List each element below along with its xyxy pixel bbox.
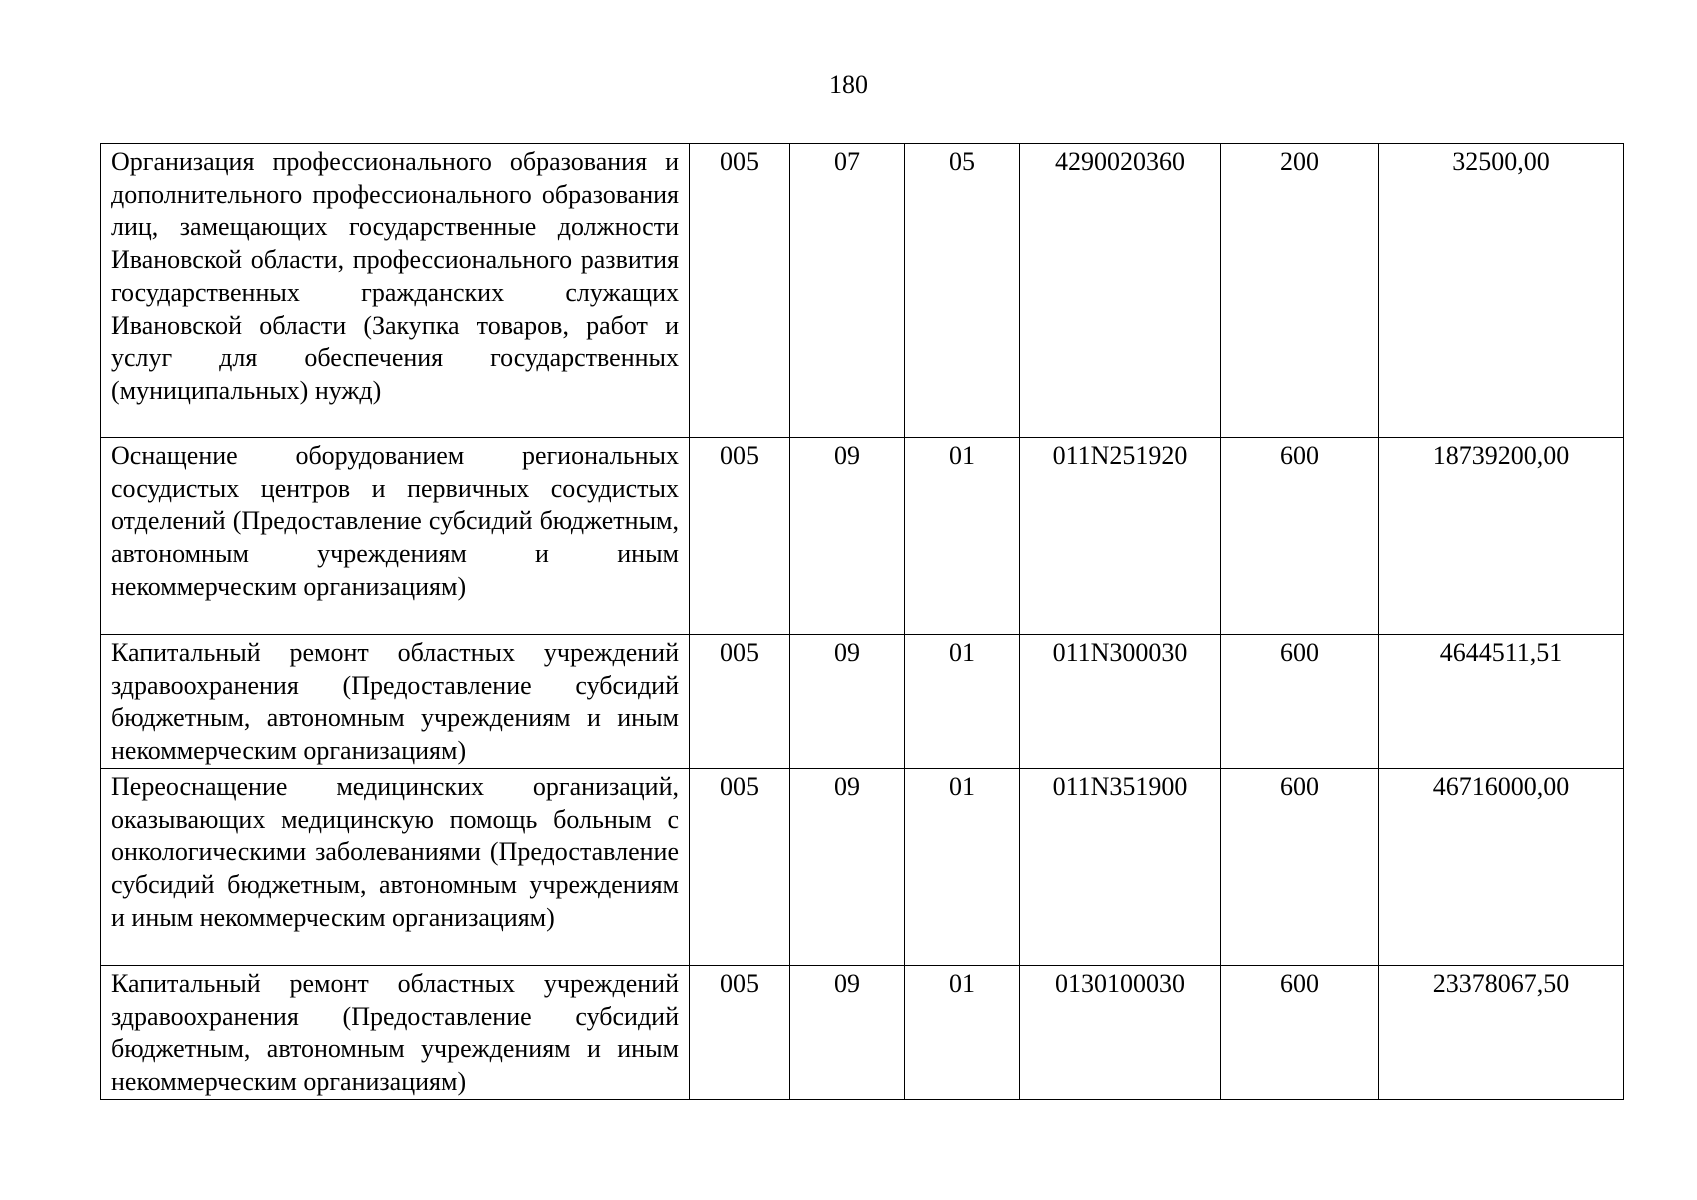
row-ministry-code: 005 [690,768,790,965]
row-target-article: 011N351900 [1020,768,1221,965]
budget-table [100,143,1624,1100]
page-number: 180 [829,70,868,99]
row-section-code: 07 [790,144,905,438]
table-row [101,635,1624,769]
row-subsection-code: 01 [905,635,1020,769]
row-target-article: 0130100030 [1020,965,1221,1099]
row-target-article: 011N300030 [1020,635,1221,769]
row-expense-type: 600 [1221,965,1379,1099]
row-section-code: 09 [790,438,905,635]
row-target-article: 4290020360 [1020,144,1221,438]
row-ministry-code: 005 [690,635,790,769]
row-amount: 18739200,00 [1379,438,1624,635]
row-description: Капитальный ремонт областных учреждений здравоохранения (Предоставление субсидий бюджетным, автономным учреждениям и иным некоммерческим организациям) [101,635,690,769]
row-expense-type: 600 [1221,768,1379,965]
row-description: Организация профессионального образования и дополнительного профессионального образования лиц, замещающих государственные должности Ивановской области, профессионального развития государственных гражданских служащих Ивановской области (Закупка товаров, работ и услуг для обеспечения государственных (муниципальных) нужд) [101,144,690,438]
row-description: Оснащение оборудованием региональных сосудистых центров и первичных сосудистых отделений (Предоставление субсидий бюджетным, автономным учреждениям и иным некоммерческим организациям) [101,438,690,635]
row-section-code: 09 [790,965,905,1099]
row-ministry-code: 005 [690,965,790,1099]
table-row [101,144,1624,438]
row-ministry-code: 005 [690,438,790,635]
row-amount: 4644511,51 [1379,635,1624,769]
row-ministry-code: 005 [690,144,790,438]
table-row [101,768,1624,965]
row-section-code: 09 [790,635,905,769]
row-description: Капитальный ремонт областных учреждений здравоохранения (Предоставление субсидий бюджетным, автономным учреждениям и иным некоммерческим организациям) [101,965,690,1099]
row-expense-type: 600 [1221,438,1379,635]
row-amount: 32500,00 [1379,144,1624,438]
row-subsection-code: 01 [905,768,1020,965]
row-subsection-code: 01 [905,965,1020,1099]
row-expense-type: 200 [1221,144,1379,438]
row-expense-type: 600 [1221,635,1379,769]
row-subsection-code: 01 [905,438,1020,635]
row-description: Переоснащение медицинских организаций, оказывающих медицинскую помощь больным с онкологическими заболеваниями (Предоставление субсидий бюджетным, автономным учреждениям и иным некоммерческим организациям) [101,768,690,965]
table-row [101,438,1624,635]
row-amount: 46716000,00 [1379,768,1624,965]
row-target-article: 011N251920 [1020,438,1221,635]
row-subsection-code: 05 [905,144,1020,438]
row-section-code: 09 [790,768,905,965]
row-amount: 23378067,50 [1379,965,1624,1099]
table-row [101,965,1624,1099]
